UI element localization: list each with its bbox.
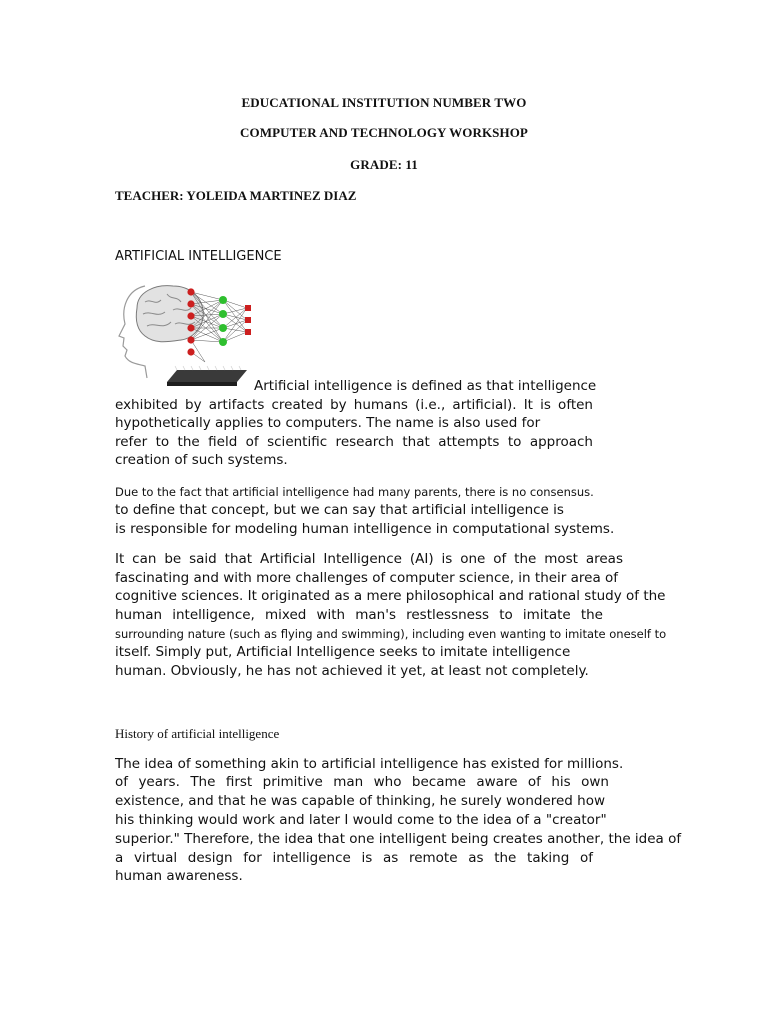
grade-label: GRADE: 11 [350, 157, 418, 172]
paragraph-line: superior." Therefore, the idea that one intelligent being creates another, the idea of [115, 831, 682, 847]
teacher-label: TEACHER: YOLEIDA MARTINEZ DIAZ [115, 188, 357, 203]
paragraph-line: The idea of something akin to artificial intelligence has existed for millions. [115, 756, 624, 772]
paragraph-line: cognitive sciences. It originated as a mere philosophical and rational study of the [115, 588, 666, 604]
paragraph-line: human. Obviously, he has not achieved it yet, at least not completely. [115, 663, 589, 679]
paragraph-line: It can be said that Artificial Intelligence (AI) is one of the most areas [115, 551, 623, 567]
paragraph-line: Artificial intelligence is defined as that intelligence [254, 378, 597, 394]
paragraph-line: a virtual design for intelligence is as remote as the taking of [115, 850, 593, 866]
brain-neural-network-chip-icon [115, 278, 255, 390]
paragraph-line: creation of such systems. [115, 452, 288, 468]
paragraph-line: is responsible for modeling human intelligence in computational systems. [115, 521, 615, 537]
paragraph-line: exhibited by artifacts created by humans (i.e., artificial). It is often [115, 397, 593, 413]
paragraph-line: itself. Simply put, Artificial Intelligence seeks to imitate intelligence [115, 644, 571, 660]
paragraph-line: to define that concept, but we can say that artificial intelligence is [115, 502, 564, 518]
paragraph-line: Due to the fact that artificial intelligence had many parents, there is no consensus. [115, 485, 594, 499]
paragraph-line: his thinking would work and later I would come to the idea of a "creator" [115, 812, 607, 828]
paragraph-line: human intelligence, mixed with man's restlessness to imitate the [115, 607, 603, 623]
paragraph-line: refer to the field of scientific research that attempts to approach [115, 434, 593, 450]
paragraph-line: human awareness. [115, 868, 243, 884]
paragraph-line: fascinating and with more challenges of computer science, in their area of [115, 570, 619, 586]
section-title-history: History of artificial intelligence [115, 726, 280, 741]
workshop-name: COMPUTER AND TECHNOLOGY WORKSHOP [240, 125, 528, 140]
institution-name: EDUCATIONAL INSTITUTION NUMBER TWO [241, 95, 527, 110]
section-title-ai: ARTIFICIAL INTELLIGENCE [115, 249, 282, 264]
paragraph-line: of years. The first primitive man who became aware of his own [115, 774, 609, 790]
paragraph-line: hypothetically applies to computers. The name is also used for [115, 415, 541, 431]
paragraph-line: existence, and that he was capable of thinking, he surely wondered how [115, 793, 606, 809]
paragraph-line: surrounding nature (such as flying and swimming), including even wanting to imitate oneself to [115, 627, 667, 641]
